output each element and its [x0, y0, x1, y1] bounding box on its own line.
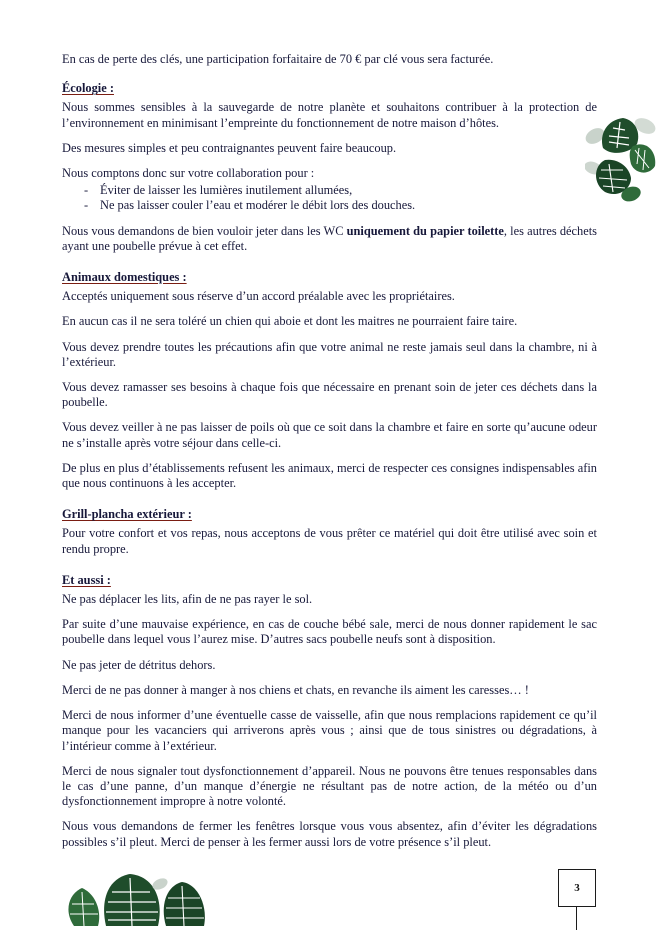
grill-paragraph: Pour votre confort et vos repas, nous acceptons de vous prêter ce matériel qui doit être utilisé avec soin et rendu propre.: [62, 526, 597, 556]
aussi-paragraph: Merci de ne pas donner à manger à nos chiens et chats, en revanche ils aiment les caresses… !: [62, 682, 529, 697]
aussi-paragraph: Par suite d’une mauvaise expérience, en cas de couche bébé sale, merci de nous donner rapidement le sac poubelle dans lequel vous l’aurez mise. D’autres sacs poubelle neufs sont à disposition.: [62, 617, 597, 647]
ecologie-bullet-list: [62, 183, 597, 213]
emphasis-text: uniquement du papier toilette: [346, 223, 504, 238]
aussi-paragraph: Nous vous demandons de fermer les fenêtres lorsque vous vous absentez, afin d’éviter les dégradations possibles s’il pleut. Merci de penser à les fermer aussi lors de votre présence s’il pleut.: [62, 819, 597, 849]
ecologie-paragraph-1: Nous sommes sensibles à la sauvegarde de notre planète et souhaitons contribuer à la protection de l’environnement en minimisant l’empreinte du fonctionnement de notre maison d’hôtes.: [62, 100, 597, 130]
leaf-left: [68, 888, 99, 926]
monstera-plant-bottom-illustration: [62, 868, 210, 930]
page-number: 3: [574, 882, 580, 894]
aussi-paragraph: Merci de nous signaler tout dysfonctionnement d’appareil. Nous ne pouvons être tenues responsables dans le cas d’une panne, d’un manque d’énergie ne résultant pas de notre action, de la météo ou d’un dysfonctionnement impropre à notre volonté.: [62, 763, 597, 809]
section-heading-animaux: Animaux domestiques :: [62, 270, 187, 285]
aussi-paragraph: Merci de nous informer d’une éventuelle casse de vaisselle, afin que nous remplacions rapidement ce qu’il manque pour les vacanciers qui arriverons après vous ; ainsi que de tous sinistres ou dégradations, à l’intérieur comme à l’extérieur.: [62, 708, 597, 753]
leaf-center: [104, 874, 160, 926]
ecologie-paragraph-3: Nous comptons donc sur votre collaboration pour :: [62, 166, 315, 181]
ecologie-paragraph-4: Nous vous demandons de bien vouloir jeter dans les WC uniquement du papier toilette, les autres déchets ayant une poubelle prévue à cet effet.: [62, 223, 597, 253]
section-heading-ecologie: Écologie :: [62, 81, 114, 96]
leaf-mid-right: [630, 144, 656, 172]
page-number-box: [558, 869, 596, 907]
animaux-paragraph: Vous devez ramasser ses besoins à chaque fois que nécessaire en prenant soin de jeter ces déchets dans la poubelle.: [62, 380, 597, 410]
bullet-item: - Ne pas laisser couler l’eau et modérer le débit lors des douches.: [84, 198, 416, 213]
bullet-item: - Éviter de laisser les lumières inutilement allumées,: [84, 183, 353, 198]
aussi-paragraph: Ne pas jeter de détritus dehors.: [62, 657, 216, 672]
document-body: [62, 52, 597, 860]
intro-paragraph: En cas de perte des clés, une participation forfaitaire de 70 € par clé vous sera facturée.: [62, 52, 494, 66]
animaux-paragraph: De plus en plus d’établissements refusent les animaux, merci de respecter ces consignes indispensables afin que nous continuons à les accepter.: [62, 460, 597, 491]
ecologie-paragraph-2: Des mesures simples et peu contraignantes peuvent faire beaucoup.: [62, 140, 397, 155]
animaux-paragraph: Vous devez veiller à ne pas laisser de poils où que ce soit dans la chambre et faire en sorte qu’aucune odeur ne s’installe après votre séjour dans celle-ci.: [62, 420, 597, 450]
leaf-right: [164, 882, 205, 926]
section-heading-et-aussi: Et aussi :: [62, 572, 111, 587]
animaux-paragraph: Acceptés uniquement sous réserve d’un accord préalable avec les propriétaires.: [62, 289, 455, 304]
section-heading-grill: Grill-plancha extérieur :: [62, 507, 192, 522]
aussi-paragraph: Ne pas déplacer les lits, afin de ne pas rayer le sol.: [62, 592, 313, 607]
animaux-paragraph: Vous devez prendre toutes les précautions afin que votre animal ne reste jamais seul dans la chambre, ni à l’extérieur.: [62, 339, 597, 369]
page-number-stem-line: [576, 907, 577, 930]
animaux-paragraph: En aucun cas il ne sera toléré un chien qui aboie et dont les maitres ne pourraient faire taire.: [62, 314, 518, 329]
